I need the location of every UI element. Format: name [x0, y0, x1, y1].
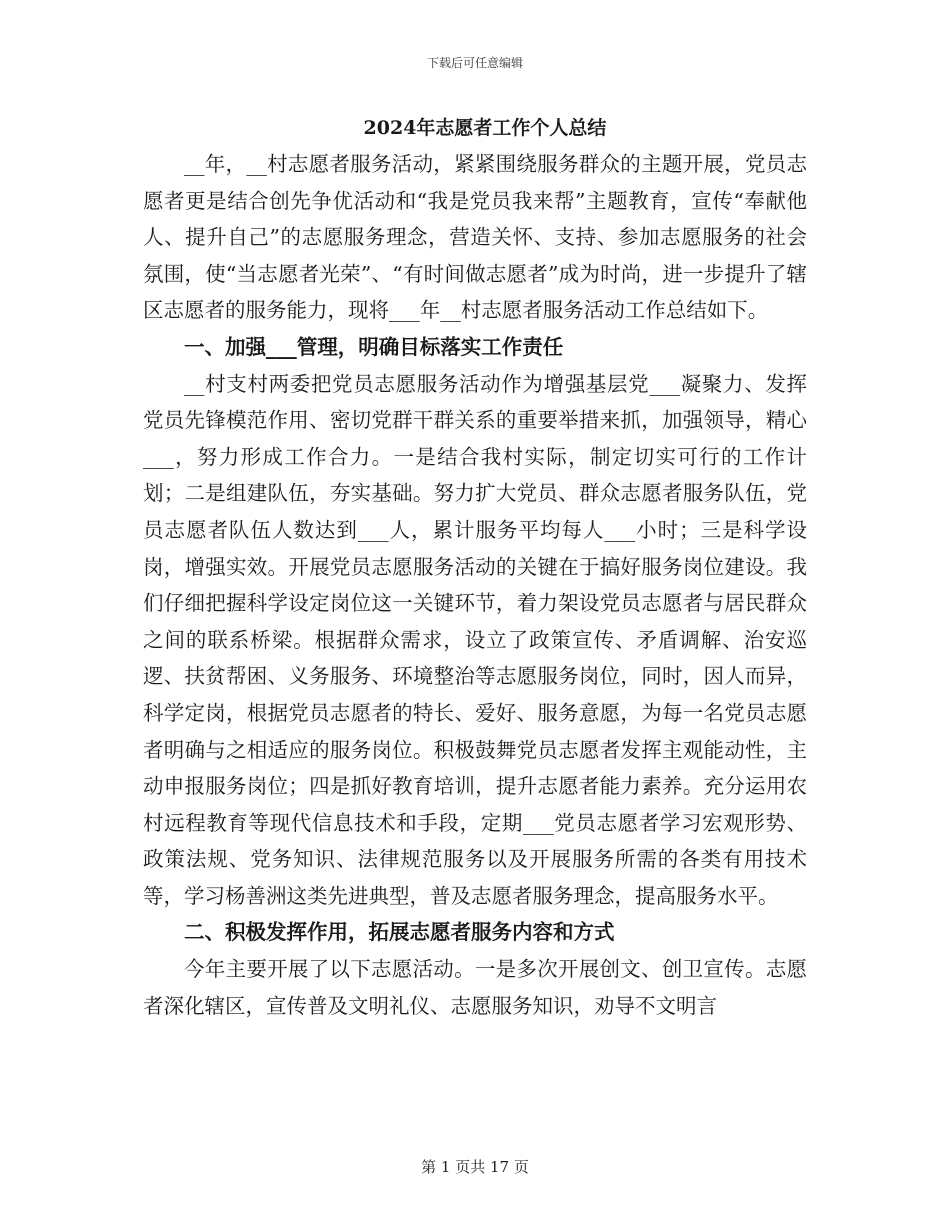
section-heading-2: 二、积极发挥作用，拓展志愿者服务内容和方式 [184, 920, 615, 945]
document-title: 2024年志愿者工作个人总结 [363, 117, 607, 139]
intro-paragraph: __年，__村志愿者服务活动，紧紧围绕服务群众的主题开展，党员志愿者更是结合创先争优活动和“我是党员我来帮”主题教育，宣传“奉献他人、提升自己”的志愿服务理念，营造关怀、支持、参加志愿服务的社会氛围，使“当志愿者光荣”、“有时间做志愿者”成为时尚，进一步提升了辖区志愿者的服务能力，现将___年__村志愿者服务活动工作总结如下。 [143, 152, 807, 323]
section-1-paragraph: __村支村两委把党员志愿服务活动作为增强基层党___凝聚力、发挥党员先锋模范作用、密切党群干群关系的重要举措来抓，加强领导，精心___，努力形成工作合力。一是结合我村实际，制定切实可行的工作计划；二是组建队伍，夯实基础。努力扩大党员、群众志愿者服务队伍，党员志愿者队伍人数达到___人，累计服务平均每人___小时；三是科学设岗，增强实效。开展党员志愿服务活动的关键在于搞好服务岗位建设。我们仔细把握科学设定岗位这一关键环节，着力架设党员志愿者与居民群众之间的联系桥梁。根据群众需求，设立了政策宣传、矛盾调解、治安巡逻、扶贫帮困、义务服务、环境整治等志愿服务岗位，同时，因人而异，科学定岗，根据党员志愿者的特长、爱好、服务意愿，为每一名党员志愿者明确与之相适应的服务岗位。积极鼓舞党员志愿者发挥主观能动性，主动申报服务岗位；四是抓好教育培训，提升志愿者能力素养。充分运用农村远程教育等现代信息技术和手段，定期___党员志愿者学习宏观形势、政策法规、党务知识、法律规范服务以及开展服务所需的各类有用技术等，学习杨善洲这类先进典型，普及志愿者服务理念，提高服务水平。 [143, 371, 807, 908]
section-heading-1: 一、加强___管理，明确目标落实工作责任 [184, 334, 564, 359]
document-body [143, 114, 807, 1024]
page-header-note: 下载后可任意编辑 [426, 56, 523, 70]
section-2-paragraph: 今年主要开展了以下志愿活动。一是多次开展创文、创卫宣传。志愿者深化辖区，宣传普及文明礼仪、志愿服务知识，劝导不文明言 [143, 957, 807, 1018]
page-number-footer: 第 1 页共 17 页 [421, 1158, 529, 1176]
